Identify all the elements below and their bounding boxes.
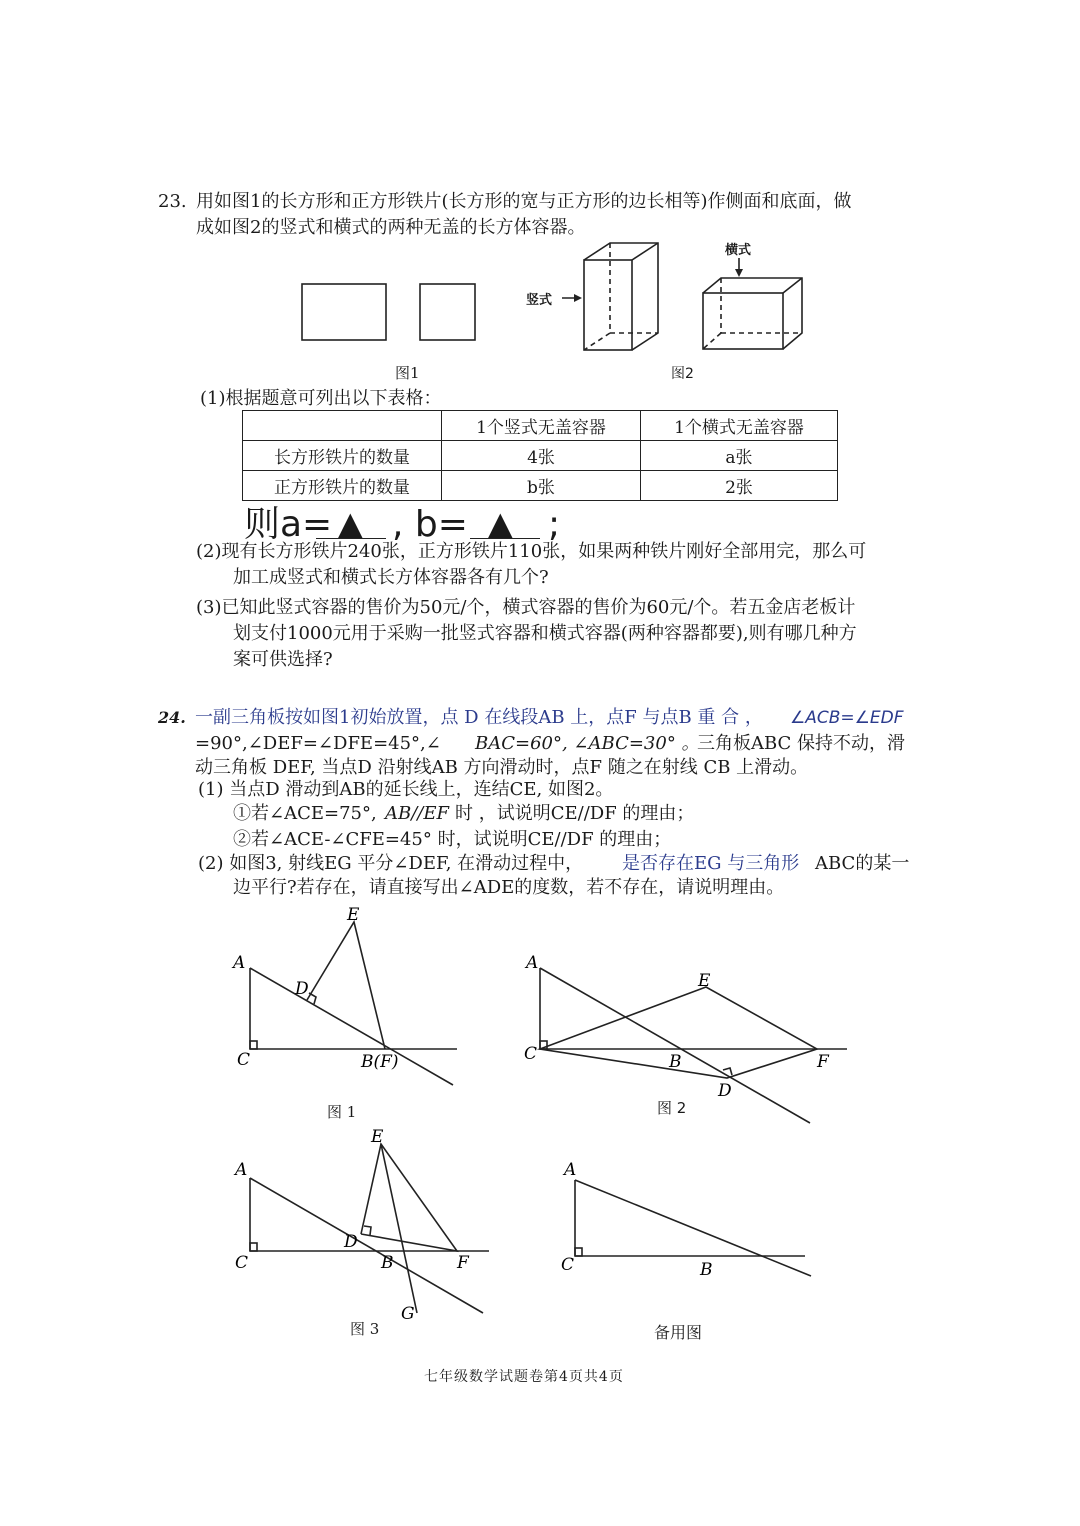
point-e: E: [347, 905, 360, 925]
q23-table: [242, 410, 838, 501]
q23-part1-intro: (1)根据题意可列出以下表格：: [200, 388, 442, 409]
q24-sub1b: AB//EF: [385, 803, 449, 824]
point-g: G: [401, 1304, 415, 1320]
point-a: A: [526, 953, 539, 973]
q23-number: 23.: [158, 191, 187, 212]
rectangle-sheet: [302, 284, 386, 340]
page-footer: 七年级数学试题卷第4页共4页: [424, 1369, 624, 1385]
q23-text-line2: 成如图2的竖式和横式的两种无盖的长方体容器。: [196, 217, 586, 238]
point-b: B: [669, 1052, 682, 1072]
blank-marker-b: ▲: [488, 504, 513, 542]
q24-part1: (1) 当点D 滑动到AB的延长线上，连结CE, 如图2。: [198, 779, 614, 800]
q24-part2-line1c: ABC的某一: [815, 853, 910, 874]
point-d: D: [718, 1081, 732, 1101]
table-cell: [243, 411, 442, 441]
point-f: F: [817, 1052, 829, 1072]
q23-figure1: [290, 275, 490, 355]
table-cell: b张: [442, 471, 641, 501]
q24-part2-line2: 边平行?若存在，请直接写出∠ADE的度数，若不存在，请说明理由。: [233, 877, 785, 898]
point-c: C: [524, 1044, 538, 1064]
table-cell: 2张: [641, 471, 838, 501]
answer-mid: , b=: [392, 504, 468, 545]
point-f: F: [457, 1253, 469, 1273]
point-d: D: [344, 1232, 358, 1252]
point-bf: B(F): [361, 1052, 399, 1072]
table-row: [243, 471, 838, 501]
q24-sub1c: 时 ，试说明CE//DF 的理由；: [455, 803, 695, 824]
q24-fig4-caption: 备用图: [654, 1323, 703, 1342]
q23-text-line1: 用如图1的长方形和正方形铁片(长方形的宽与正方形的边长相等)作侧面和底面，做: [196, 191, 852, 212]
q24-part2-line1a: (2) 如图3, 射线EG 平分∠DEF, 在滑动过程中，: [198, 853, 584, 874]
q23-part3-line3: 案可供选择?: [233, 649, 333, 670]
table-header-vertical: 1个竖式无盖容器: [442, 411, 641, 441]
q23-part2-line2: 加工成竖式和横式长方体容器各有几个?: [233, 567, 549, 588]
point-e: E: [698, 971, 711, 991]
table-cell: 长方形铁片的数量: [243, 441, 442, 471]
q24-line2b: BAC=60°, ∠ABC=30° 。: [475, 733, 700, 754]
q24-number: 24.: [158, 708, 186, 727]
q24-figure1: [225, 900, 470, 1100]
q24-figure3: [225, 1125, 495, 1320]
q24-sub2: ②若∠ACE-∠CFE=45° 时，试说明CE//DF 的理由；: [233, 829, 672, 850]
table-row: [243, 411, 838, 441]
point-c: C: [561, 1255, 575, 1275]
point-a: A: [235, 1160, 248, 1180]
q24-fig2-caption: 图 2: [657, 1099, 687, 1117]
table-row: [243, 441, 838, 471]
q24-fig1-caption: 图 1: [327, 1103, 357, 1121]
q24-backup-figure: [555, 1160, 820, 1280]
answer-prefix: 则a=: [244, 504, 333, 545]
table-cell: a张: [641, 441, 838, 471]
answer-suffix: ;: [548, 504, 561, 545]
point-c: C: [237, 1050, 251, 1070]
q23-fig2-caption: 图2: [671, 366, 694, 382]
table-header-horizontal: 1个横式无盖容器: [641, 411, 838, 441]
point-a: A: [233, 953, 246, 973]
q23-part3-line1: (3)已知此竖式容器的售价为50元/个，横式容器的售价为60元/个。若五金店老板计: [196, 597, 856, 618]
label-vertical: 竖式: [526, 293, 553, 308]
blank-marker-a: ▲: [338, 504, 363, 542]
label-horizontal: 横式: [725, 243, 752, 258]
q23-fig1-caption: 图1: [395, 364, 420, 382]
q24-fig3-caption: 图 3: [350, 1320, 380, 1338]
q24-sub1a: ①若∠ACE=75°,: [233, 803, 377, 824]
point-b: B: [381, 1253, 394, 1273]
point-a: A: [564, 1160, 577, 1180]
q23-part3-line2: 划支付1000元用于采购一批竖式容器和横式容器(两种容器都要),则有哪几种方: [233, 623, 857, 644]
q24-line2c: 三角板ABC 保持不动，滑: [697, 733, 906, 754]
point-c: C: [235, 1253, 249, 1273]
q24-line3: 动三角板 DEF, 当点D 沿射线AB 方向滑动时，点F 随之在射线 CB 上滑动。: [195, 757, 809, 778]
q23-figure2: [520, 230, 820, 370]
point-d: D: [295, 979, 309, 999]
vertical-box: [584, 243, 658, 350]
horizontal-box: [703, 278, 802, 349]
q24-line1-angles: ∠ACB=∠EDF: [790, 708, 904, 728]
square-sheet: [420, 284, 475, 340]
q24-part2-line1b: 是否存在EG 与三角形: [622, 853, 800, 874]
q24-line1: 一副三角板按如图1初始放置，点 D 在线段AB 上，点F 与点B 重 合 ，: [195, 707, 763, 728]
point-b: B: [700, 1260, 713, 1280]
q23-part2-line1: (2)现有长方形铁片240张，正方形铁片110张，如果两种铁片刚好全部用完，那么可: [196, 541, 867, 562]
table-cell: 正方形铁片的数量: [243, 471, 442, 501]
table-cell: 4张: [442, 441, 641, 471]
point-e: E: [371, 1127, 384, 1147]
q24-line2a: =90°,∠DEF=∠DFE=45°,∠: [195, 733, 441, 754]
